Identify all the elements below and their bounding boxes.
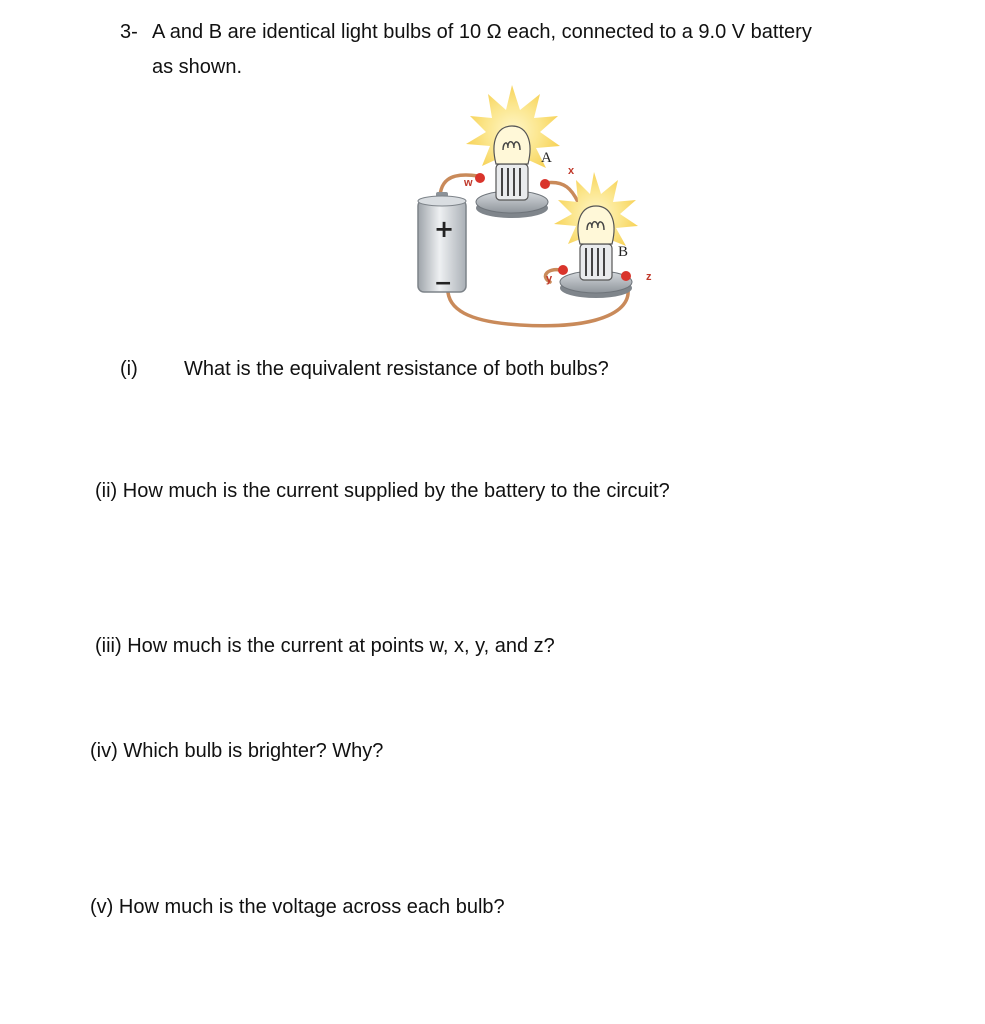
battery [418, 192, 466, 296]
point-y-label: y [546, 273, 553, 285]
part-iii-question: (iii) How much is the current at points w, x, y, and z? [95, 635, 555, 657]
bulb-b [546, 172, 652, 298]
part-iv-question: (iv) Which bulb is brighter? Why? [90, 740, 384, 762]
terminal-z [621, 271, 631, 281]
question-text-line2: as shown. [152, 56, 243, 78]
circuit-diagram [400, 80, 680, 340]
battery-minus-label: − [434, 271, 453, 296]
point-z-label: z [646, 271, 652, 283]
bulb-a [463, 85, 575, 218]
question-text-line1: A and B are identical light bulbs of 10 Ω each, connected to a 9.0 V battery [152, 21, 812, 43]
battery-plus-label: + [434, 215, 455, 243]
part-v-question: (v) How much is the voltage across each bulb? [90, 896, 505, 918]
point-x-label: x [568, 165, 575, 177]
terminal-y [558, 265, 568, 275]
terminal-x [540, 179, 550, 189]
bulb-a-label: A [541, 150, 552, 166]
bulb-b-label: B [618, 244, 629, 260]
question-number: 3- [120, 21, 138, 43]
part-i-question: What is the equivalent resistance of both bulbs? [184, 358, 609, 380]
part-ii-question: (ii) How much is the current supplied by the battery to the circuit? [95, 480, 670, 502]
wire-a-to-b [545, 182, 578, 202]
point-w-label: w [464, 177, 473, 189]
terminal-w [475, 173, 485, 183]
part-i-label: (i) [120, 358, 138, 380]
